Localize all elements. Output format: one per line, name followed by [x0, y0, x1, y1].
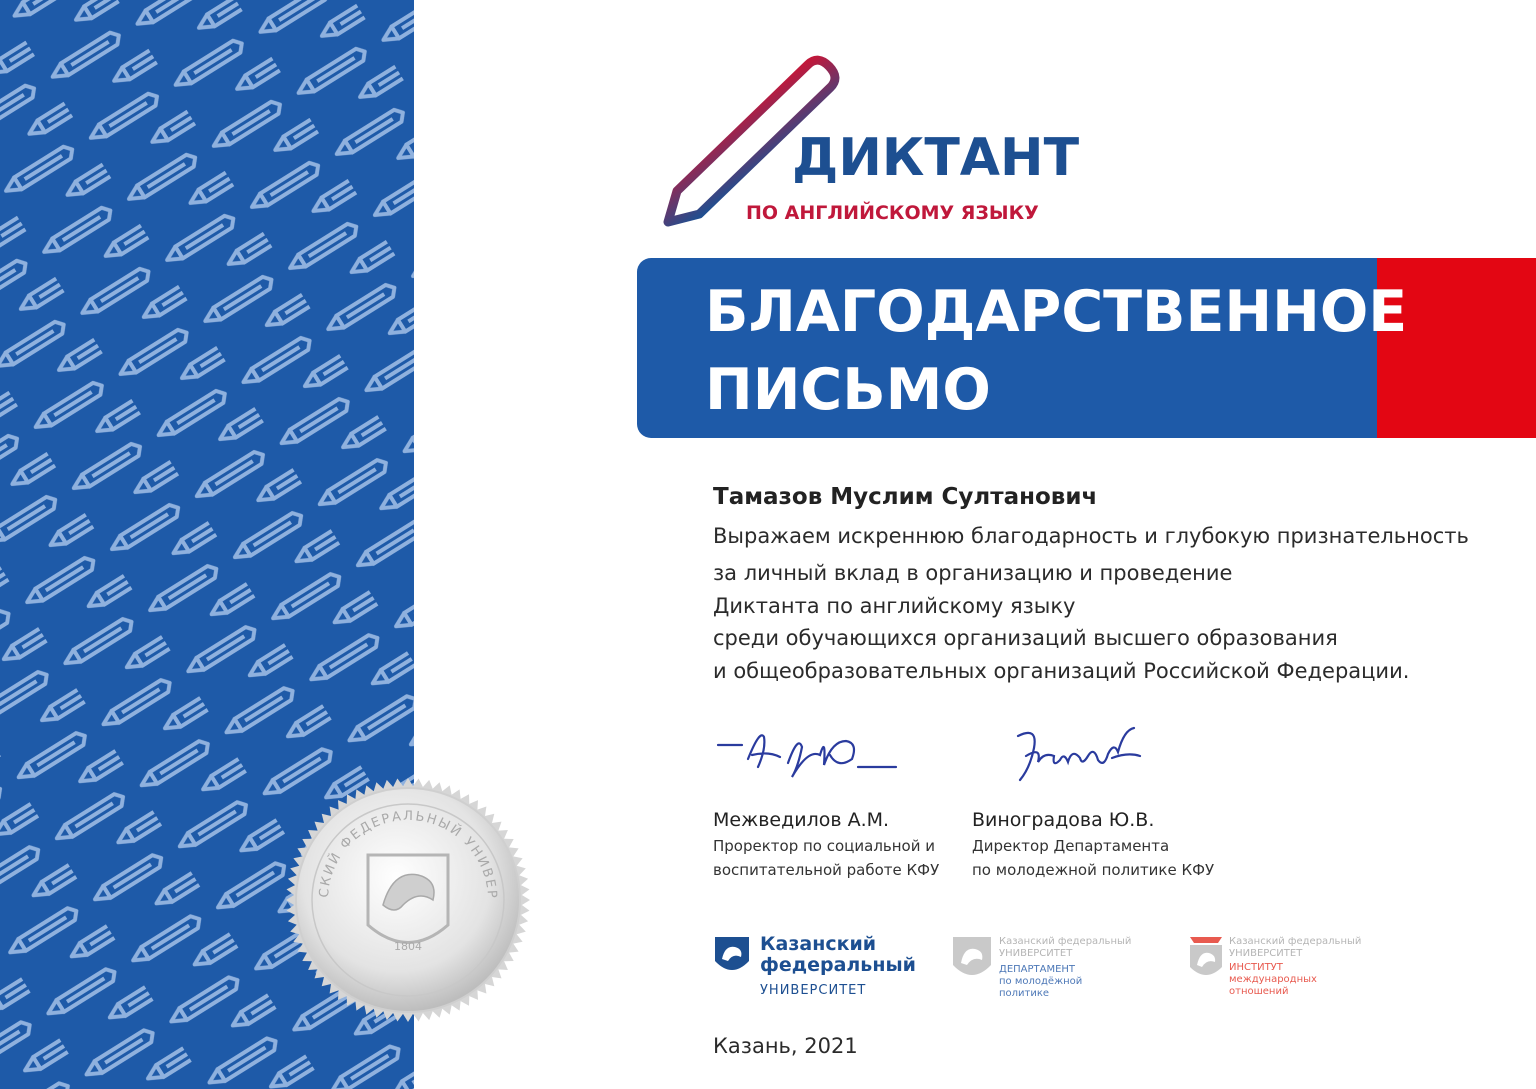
seal-year: 1804: [394, 940, 422, 953]
department-emblem-icon: [951, 935, 993, 983]
signature-1: [712, 715, 902, 805]
institute-logo-line: международных: [1229, 974, 1317, 985]
institute-logo-line: УНИВЕРСИТЕТ: [1229, 948, 1303, 959]
signer-2-title: Директор Департамента: [972, 837, 1170, 855]
banner-title-line1: БЛАГОДАРСТВЕННОЕ: [705, 279, 1408, 345]
place-and-year: Казань, 2021: [713, 1034, 858, 1058]
signer-2-title: по молодежной политике КФУ: [972, 861, 1215, 879]
logo-subtitle: ПО АНГЛИЙСКОМУ ЯЗЫКУ: [746, 202, 1039, 224]
signature-2: [1008, 722, 1148, 797]
kfu-logo-line: федеральный: [760, 954, 916, 976]
department-logo-line: Казанский федеральный: [999, 936, 1132, 947]
kfu-logo-line: Казанский: [760, 933, 877, 955]
signer-1-name: Межведилов А.М.: [713, 809, 890, 831]
institute-logo-line: Казанский федеральный: [1229, 936, 1362, 947]
kfu-logo-sub: УНИВЕРСИТЕТ: [760, 983, 867, 998]
institute-emblem-icon: [1188, 935, 1224, 983]
body-line: и общеобразовательных организаций Российской Федерации.: [713, 659, 1410, 683]
kfu-logo-name: [760, 934, 916, 976]
signer-1-title: воспитательной работе КФУ: [713, 861, 940, 879]
seal-graphic: [283, 775, 533, 1025]
institute-logo-line: отношений: [1229, 986, 1289, 997]
department-logo-line: по молодёжной: [999, 976, 1083, 987]
body-line: среди обучающихся организаций высшего образования: [713, 626, 1338, 650]
body-line: Выражаем искреннюю благодарность и глубокую признательность: [713, 524, 1469, 548]
department-logo-line: ДЕПАРТАМЕНТ: [999, 964, 1076, 975]
body-line: Диктанта по английскому языку: [713, 594, 1076, 618]
logo-title: ДИКТАНТ: [792, 128, 1080, 188]
signer-2-name: Виноградова Ю.В.: [972, 809, 1155, 831]
kfu-emblem-icon: [713, 935, 751, 977]
institute-logo-line: ИНСТИТУТ: [1229, 962, 1283, 973]
department-logo-line: политике: [999, 988, 1050, 999]
body-line: за личный вклад в организацию и проведение: [713, 561, 1233, 585]
banner-title-line2: ПИСЬМО: [705, 357, 991, 423]
recipient-name: Тамазов Муслим Султанович: [713, 484, 1098, 510]
university-seal: [283, 775, 533, 1025]
seal-ring-text: СКИЙ ФЕДЕРАЛЬНЫЙ УНИВЕР: [316, 808, 500, 901]
department-logo-line: УНИВЕРСИТЕТ: [999, 948, 1073, 959]
signer-1-title: Проректор по социальной и: [713, 837, 935, 855]
